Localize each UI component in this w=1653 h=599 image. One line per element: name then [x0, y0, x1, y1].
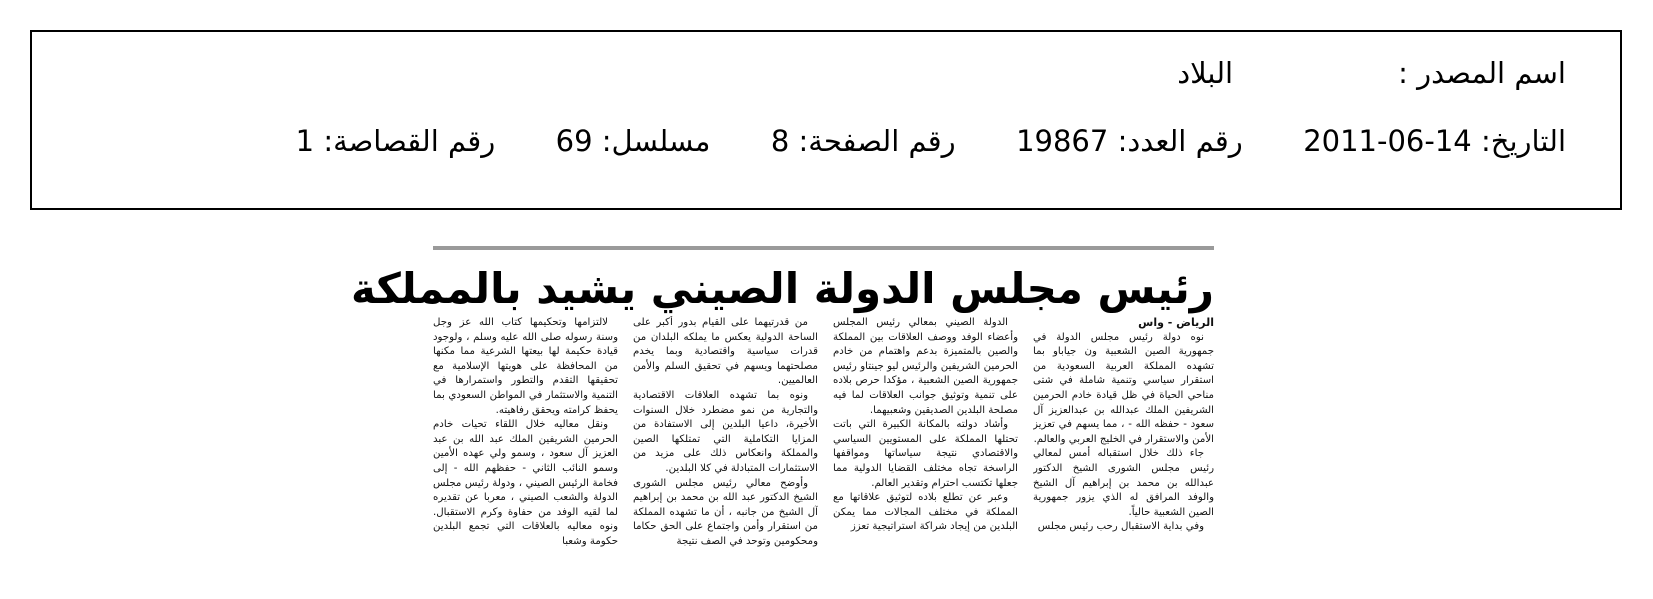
clip-number-label: رقم القصاصة: [323, 124, 496, 158]
serial-label: مسلسل: [601, 124, 711, 158]
details-line [296, 124, 1566, 158]
paragraph: وأشاد دولته بالمكانة الكبيرة التي باتت تحتلها المملكة على المستويين السياسي والاقتصادي نتيجة سياساتها ومواقفها الراسخة تجاه مختلف القضايا الدولية مما جعلها تكتسب احترام وتقدير العالم. [833, 419, 1018, 489]
paragraph: ونوه بما تشهده العلاقات الاقتصادية والتجارية من نمو مضطرد خلال السنوات الأخيرة، داعيا البلدين إلى الاستفادة من المزايا التكاملية التي تمتلكها الصين والمملكة وانعكاس ذلك على مزيد من الاستثمارات المتبادلة في كلا البلدين. [633, 389, 818, 474]
date-value: 2011-06-14 [1303, 124, 1472, 158]
article-column-2 [833, 316, 1018, 576]
article-body [433, 316, 1214, 576]
paragraph: لالتزامها وتحكيمها كتاب الله عز وجل وسنة رسوله صلى الله عليه وسلم ، ولوجود قيادة حكيمة لها بيعتها الشرعية مما مكنها من المحافظة على هويتها الإسلامية مع تحقيقها التقدم والتطور واستمرارها في التنمية والاستثمار في المواطن السعودي بما يحفظ كرامته ويحقق رفاهيته. [433, 317, 618, 416]
page-label: رقم الصفحة: [798, 124, 956, 158]
paragraph: وعبر عن تطلع بلاده لتوثيق علاقاتها مع المملكة في مختلف المجالات مما يمكن البلدين من إيجاد شراكة استراتيجية تعزز [833, 492, 1018, 533]
article-column-1 [1033, 316, 1214, 576]
article-column-3 [633, 316, 818, 576]
page-value: 8 [770, 124, 790, 158]
paragraph: نوه دولة رئيس مجلس الدولة في جمهورية الصين الشعبية ون جياباو بما تشهده المملكة العربية السعودية من استقرار سياسي وتنمية شاملة في شتى مناحي الحياة في ظل قيادة خادم الحرمين الشريفين الملك عبدالله بن عبدالعزيز آل سعود - حفظه الله - ، مما يسهم في تعزيز الأمن والاستقرار في الخليج العربي والعالم. [1033, 331, 1214, 445]
newspaper-clipping [350, 246, 1214, 576]
paragraph: وأوضح معالي رئيس مجلس الشورى الشيخ الدكتور عبد الله بن محمد بن إبراهيم آل الشيخ من جانبه ، أن ما تشهده المملكة من استقرار وأمن واجتماع على الحق حكاما ومحكومين وتوحد في الصف نتيجة [633, 477, 818, 547]
source-line [1177, 56, 1566, 90]
clip-number-value: 1 [295, 124, 315, 158]
article-headline: رئيس مجلس الدولة الصيني يشيد بالمملكة [350, 264, 1214, 313]
source-label: اسم المصدر : [1398, 56, 1566, 90]
date-label: التاريخ: [1480, 124, 1566, 158]
source-value: البلاد [1177, 56, 1234, 90]
article-column-4 [433, 316, 618, 576]
clipping-metadata-box [30, 30, 1622, 210]
paragraph: ونقل معاليه خلال اللقاء تحيات خادم الحرمين الشريفين الملك عبد الله بن عبد العزيز آل سعود ، وسمو ولي عهده الأمين وسمو النائب الثاني - حفظهم الله - إلى فخامة الرئيس الصيني ، ودولة رئيس مجلس الدولة والشعب الصيني ، معربا عن تقديره لما لقيه الوفد من حفاوة وكرم الاستقبال. ونوه معاليه بالعلاقات التي تجمع البلدين حكومة وشعبا [433, 419, 618, 547]
serial-value: 69 [555, 124, 593, 158]
article-dateline: الرياض - واس [1138, 316, 1214, 329]
issue-label: رقم العدد: [1117, 124, 1243, 158]
paragraph: الدولة الصيني بمعالي رئيس المجلس وأعضاء الوفد ووصف العلاقات بين المملكة والصين بالمتميزة بدعم واهتمام من خادم الحرمين الشريفين والرئيس ليو جينتاو رئيس جمهورية الصين الشعبية ، مؤكدا حرص بلاده على تنمية وتوثيق جوانب العلاقات لما فيه مصلحة البلدين الصديقين وشعبيهما. [833, 317, 1018, 416]
paragraph: من قدرتيهما على القيام بدور أكبر على الساحة الدولية يعكس ما يملكه البلدان من قدرات سياسية واقتصادية وبما يخدم مصلحتهما ويسهم في تحقيق السلم والأمن العالميين. [633, 317, 818, 387]
paragraph: وفي بداية الاستقبال رحب رئيس مجلس [1037, 521, 1204, 533]
top-rule [433, 246, 1214, 250]
paragraph: جاء ذلك خلال استقباله أمس لمعالي رئيس مجلس الشورى الشيخ الدكتور عبدالله بن محمد بن إبراهيم آل الشيخ والوفد المرافق له الذي يزور جمهورية الصين الشعبية حالياً. [1033, 448, 1214, 518]
issue-value: 19867 [1016, 124, 1109, 158]
